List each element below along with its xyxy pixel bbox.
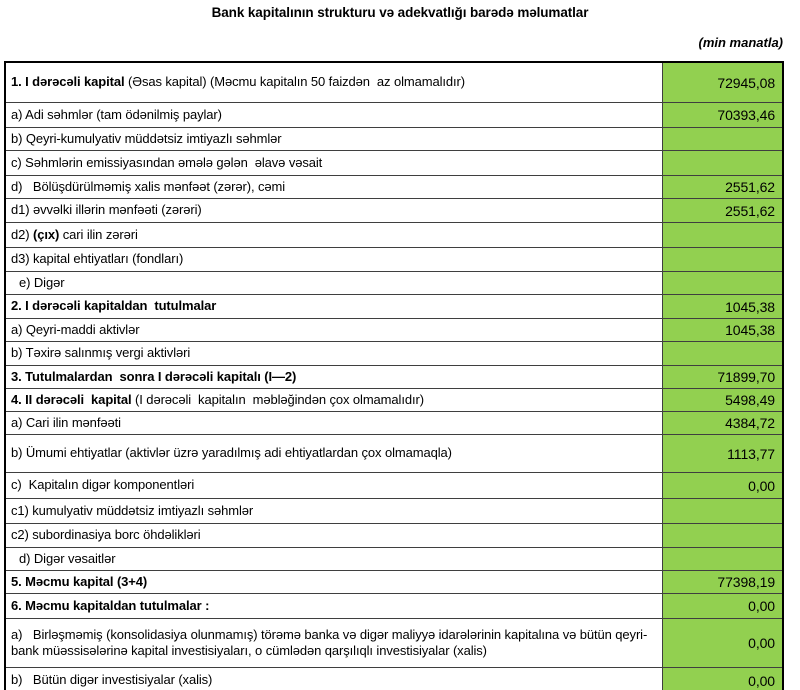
page-title: Bank kapitalının strukturu və adekvatlığı barədə məlumatlar: [211, 5, 589, 20]
table-row: [6, 63, 782, 102]
row-label: [6, 571, 662, 593]
row-value-cell: 5498,49: [662, 389, 782, 411]
row-label-segment: b) Təxirə salınmış vergi aktivləri: [11, 345, 191, 361]
row-value-cell: 77398,19: [662, 571, 782, 593]
row-value-cell: 0,00: [662, 619, 782, 667]
table-row: [6, 570, 782, 593]
row-label-segment: c) Səhmlərin emissiyasından əmələ gələn əlavə vəsait: [11, 154, 323, 170]
row-label: [6, 319, 662, 341]
row-value-cell: [662, 342, 782, 365]
table-row: [6, 388, 782, 411]
row-label-segment: 5. Məcmu kapital (3+4): [11, 573, 148, 589]
row-value-cell: 0,00: [662, 473, 782, 498]
row-label-segment: c1) kumulyativ müddətsiz imtiyazlı səhmlər: [11, 502, 254, 518]
table-row: [6, 198, 782, 222]
row-value-cell: [662, 128, 782, 150]
row-label: [6, 366, 662, 388]
table-row: [6, 667, 782, 690]
capital-table: [4, 61, 784, 690]
table-row: [6, 547, 782, 570]
row-value-cell: [662, 248, 782, 271]
table-row: [6, 365, 782, 388]
row-label: [6, 435, 662, 472]
row-label-segment: c) Kapitalın digər komponentləri: [11, 477, 195, 493]
row-label: [6, 63, 662, 102]
row-label-segment: d) Bölüşdürülməmiş xalis mənfəət (zərər), cəmi: [11, 178, 286, 194]
row-label-segment: b) Qeyri-kumulyativ müddətsiz imtiyazlı səhmlər: [11, 130, 282, 146]
row-value-cell: [662, 151, 782, 175]
row-value-cell: 72945,08: [662, 63, 782, 102]
row-label: [6, 342, 662, 365]
table-row: [6, 318, 782, 341]
row-value-cell: 1113,77: [662, 435, 782, 472]
row-label: [6, 619, 662, 667]
table-row: [6, 341, 782, 365]
row-label: [6, 389, 662, 411]
row-label: [6, 128, 662, 150]
row-label: [6, 668, 662, 690]
row-label-segment: 2. I dərəcəli kapitaldan tutulmalar: [11, 298, 217, 314]
table-row: [6, 127, 782, 150]
row-value-cell: [662, 223, 782, 247]
row-label: [6, 248, 662, 271]
row-label-segment: 3. Tutulmalardan sonra I dərəcəli kapitalı (I—2): [11, 368, 297, 384]
row-label-segment: b) Bütün digər investisiyalar (xalis): [11, 672, 213, 688]
table-row: [6, 150, 782, 175]
row-label: [6, 548, 662, 570]
row-value-cell: 70393,46: [662, 103, 782, 127]
table-row: [6, 411, 782, 434]
row-label-segment: 6. Məcmu kapitaldan tutulmalar :: [11, 597, 210, 613]
row-label-segment: a) Qeyri-maddi aktivlər: [11, 321, 140, 337]
row-label: [6, 176, 662, 198]
report-page: [0, 5, 800, 690]
row-value-cell: 1045,38: [662, 319, 782, 341]
row-label: [6, 272, 662, 294]
row-label-segment: d) Digər vəsaitlər: [19, 550, 116, 566]
row-value-cell: 71899,70: [662, 366, 782, 388]
table-row: [6, 472, 782, 498]
row-value-cell: 2551,62: [662, 176, 782, 198]
row-label-segment: (Əsas kapital) (Məcmu kapitalın 50 faizdən az olmamalıdır): [124, 74, 465, 90]
row-label: [6, 295, 662, 318]
table-row: [6, 593, 782, 618]
row-label: [6, 223, 662, 247]
row-label-segment: d3) kapital ehtiyatları (fondları): [11, 251, 184, 267]
row-value-cell: [662, 272, 782, 294]
row-label: [6, 151, 662, 175]
row-value-cell: 0,00: [662, 594, 782, 618]
row-label-segment: c2) subordinasiya borc öhdəlikləri: [11, 527, 201, 543]
table-row: [6, 523, 782, 547]
row-label: [6, 594, 662, 618]
row-label: [6, 199, 662, 222]
row-label-segment: a) Birləşməmiş (konsolidasiya olunmamış) törəmə banka və digər maliyyə idarələrinin kapitalına və bütün qeyri-bank müəssisələrinə kapital investisiyaları, o cümlədən qarşılıqlı investisiyalar (xalis): [11, 626, 648, 658]
row-label: [6, 524, 662, 547]
row-label-segment: 4. II dərəcəli kapital: [11, 391, 132, 407]
row-value-cell: [662, 499, 782, 523]
row-label-segment: (I dərəcəli kapitalın məbləğindən çox olmamalıdır): [131, 391, 424, 407]
row-value-cell: 0,00: [662, 668, 782, 690]
table-row: [6, 222, 782, 247]
table-row: [6, 498, 782, 523]
row-label: [6, 412, 662, 434]
row-label: [6, 473, 662, 498]
row-label-segment: b) Ümumi ehtiyatlar (aktivlər üzrə yaradılmış adi ehtiyatlardan çox olmamaqla): [11, 445, 452, 461]
row-label-segment: cari ilin zərəri: [59, 226, 138, 242]
row-label-segment: d2): [11, 226, 34, 242]
table-row: [6, 102, 782, 127]
row-value-cell: 1045,38: [662, 295, 782, 318]
row-value-cell: [662, 548, 782, 570]
row-label: [6, 499, 662, 523]
row-label-segment: d1) əvvəlki illərin mənfəəti (zərəri): [11, 202, 202, 218]
table-row: [6, 175, 782, 198]
table-row: [6, 294, 782, 318]
row-value-cell: [662, 524, 782, 547]
table-row: [6, 434, 782, 472]
row-label: [6, 103, 662, 127]
row-value-cell: 2551,62: [662, 199, 782, 222]
row-label-segment: 1. I dərəcəli kapital: [11, 74, 125, 90]
row-label-segment: a) Cari ilin mənfəəti: [11, 414, 121, 430]
row-label-segment: a) Adi səhmlər (tam ödənilmiş paylar): [11, 106, 222, 122]
row-value-cell: 4384,72: [662, 412, 782, 434]
row-label-segment: e) Digər: [19, 274, 65, 290]
table-row: [6, 618, 782, 667]
table-row: [6, 247, 782, 271]
row-label-segment: (çıx): [33, 226, 60, 242]
units-note: (min manatla): [698, 35, 783, 50]
table-row: [6, 271, 782, 294]
